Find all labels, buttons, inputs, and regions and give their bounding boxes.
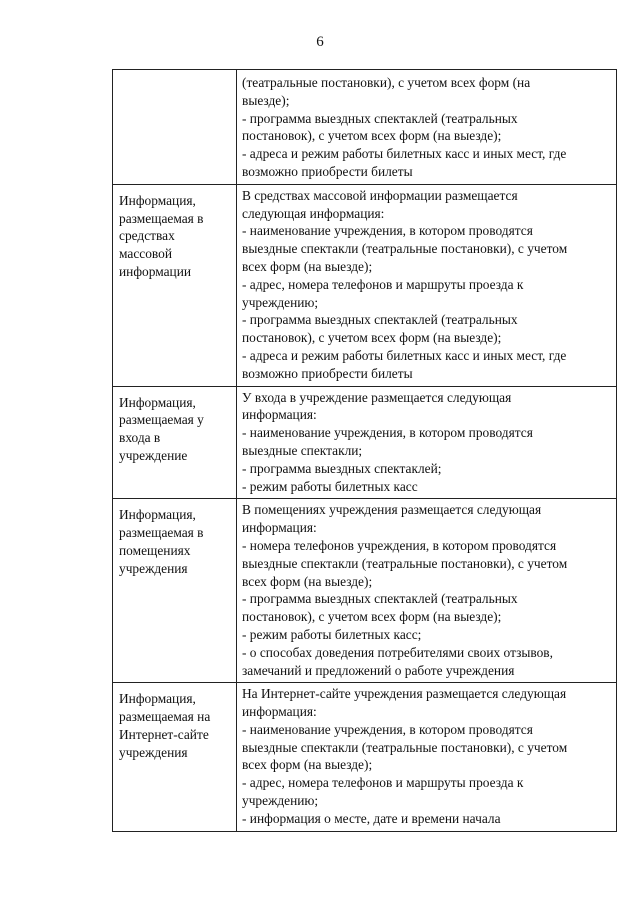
row-text-cell — [237, 184, 617, 386]
row-text-line: В средствах массовой информации размещается — [242, 187, 518, 203]
row-label-cell — [113, 70, 237, 185]
row-label-line: учреждения — [119, 560, 188, 576]
row-text-line: - наименование учреждения, в котором проводятся — [242, 721, 533, 737]
row-text-line: постановок), с учетом всех форм (на выезде); — [242, 609, 502, 625]
row-text-line: информация: — [242, 704, 317, 720]
row-label-line: входа в — [119, 430, 161, 446]
row-label-line: информации — [119, 263, 192, 279]
row-label-line: средствах — [119, 228, 175, 244]
row-label-line: помещениях — [119, 542, 191, 558]
row-text-line: У входа в учреждение размещается следующая — [242, 389, 512, 405]
row-text-line: - о способах доведения потребителями своих отзывов, — [242, 644, 553, 660]
row-text-line: следующая информация: — [242, 205, 385, 221]
row-text-line: выездные спектакли (театральные постановки), с учетом — [242, 739, 568, 755]
row-text-line: - программа выездных спектаклей (театральных — [242, 312, 518, 328]
row-text-line: выездные спектакли; — [242, 442, 363, 458]
table-row — [113, 683, 617, 831]
row-text-line: замечаний и предложений о работе учреждения — [242, 662, 515, 678]
table-row — [113, 386, 617, 499]
table-body — [113, 70, 617, 832]
row-text-line: - программа выездных спектаклей; — [242, 460, 442, 476]
row-text-line: всех форм (на выезде); — [242, 757, 373, 773]
row-text-line: выезде); — [242, 92, 290, 108]
row-label-line: Информация, — [119, 394, 196, 410]
row-text-line: возможно приобрести билеты — [242, 365, 413, 381]
row-text-cell — [237, 70, 617, 185]
row-text-line: - адрес, номера телефонов и маршруты проезда к — [242, 775, 524, 791]
page-number: 6 — [316, 34, 324, 50]
row-label-line: размещаемая в — [119, 210, 204, 226]
row-text-line: выездные спектакли (театральные постановки), с учетом — [242, 241, 568, 257]
row-label-line: размещаемая у — [119, 412, 204, 428]
row-label-line: размещаемая в — [119, 525, 204, 541]
row-label-line: Информация, — [119, 507, 196, 523]
information-table — [112, 69, 617, 832]
row-text-line: - режим работы билетных касс — [242, 478, 418, 494]
row-text-line: - программа выездных спектаклей (театральных — [242, 591, 518, 607]
row-text-line: учреждению; — [242, 294, 319, 310]
row-text-line: всех форм (на выезде); — [242, 573, 373, 589]
row-label-line: размещаемая на — [119, 709, 211, 725]
row-text-line: всех форм (на выезде); — [242, 258, 373, 274]
row-text-line: информация: — [242, 407, 317, 423]
row-label-line: учреждение — [119, 447, 188, 463]
row-text-line: выездные спектакли (театральные постановки), с учетом — [242, 555, 568, 571]
row-label-cell — [113, 386, 237, 499]
row-text-line: возможно приобрести билеты — [242, 163, 413, 179]
row-text-line: На Интернет-сайте учреждения размещается следующая — [242, 686, 567, 702]
row-text-line: - адреса и режим работы билетных касс и иных мест, где — [242, 347, 567, 363]
row-label-line: Информация, — [119, 691, 196, 707]
row-text-cell — [237, 386, 617, 499]
row-label-line: Информация, — [119, 192, 196, 208]
row-text-line: В помещениях учреждения размещается следующая — [242, 502, 542, 518]
row-label-cell — [113, 499, 237, 683]
row-text-line: постановок), с учетом всех форм (на выезде); — [242, 330, 502, 346]
row-text-line: (театральные постановки), с учетом всех форм (на — [242, 75, 531, 90]
row-text-line: - наименование учреждения, в котором проводятся — [242, 223, 533, 239]
row-text-line: - адрес, номера телефонов и маршруты проезда к — [242, 276, 524, 292]
row-label-line: учреждения — [119, 744, 188, 760]
row-text-line: - программа выездных спектаклей (театральных — [242, 110, 518, 126]
row-text-line: постановок), с учетом всех форм (на выезде); — [242, 128, 502, 144]
row-text-line: информация: — [242, 520, 317, 536]
row-text-line: - адреса и режим работы билетных касс и иных мест, где — [242, 146, 567, 162]
row-label-line: Интернет-сайте — [119, 726, 209, 742]
row-label-cell — [113, 184, 237, 386]
row-text-line: - номера телефонов учреждения, в котором проводятся — [242, 537, 557, 553]
table-row — [113, 499, 617, 683]
table-row — [113, 70, 617, 185]
row-text-line: - информация о месте, дате и времени начала — [242, 810, 501, 826]
row-text-line: - наименование учреждения, в котором проводятся — [242, 425, 533, 441]
row-text-line: - режим работы билетных касс; — [242, 626, 422, 642]
table-row — [113, 184, 617, 386]
row-label-cell — [113, 683, 237, 831]
row-text-cell — [237, 683, 617, 831]
row-label-line: массовой — [119, 246, 173, 262]
row-text-cell — [237, 499, 617, 683]
row-text-line: учреждению; — [242, 793, 319, 809]
